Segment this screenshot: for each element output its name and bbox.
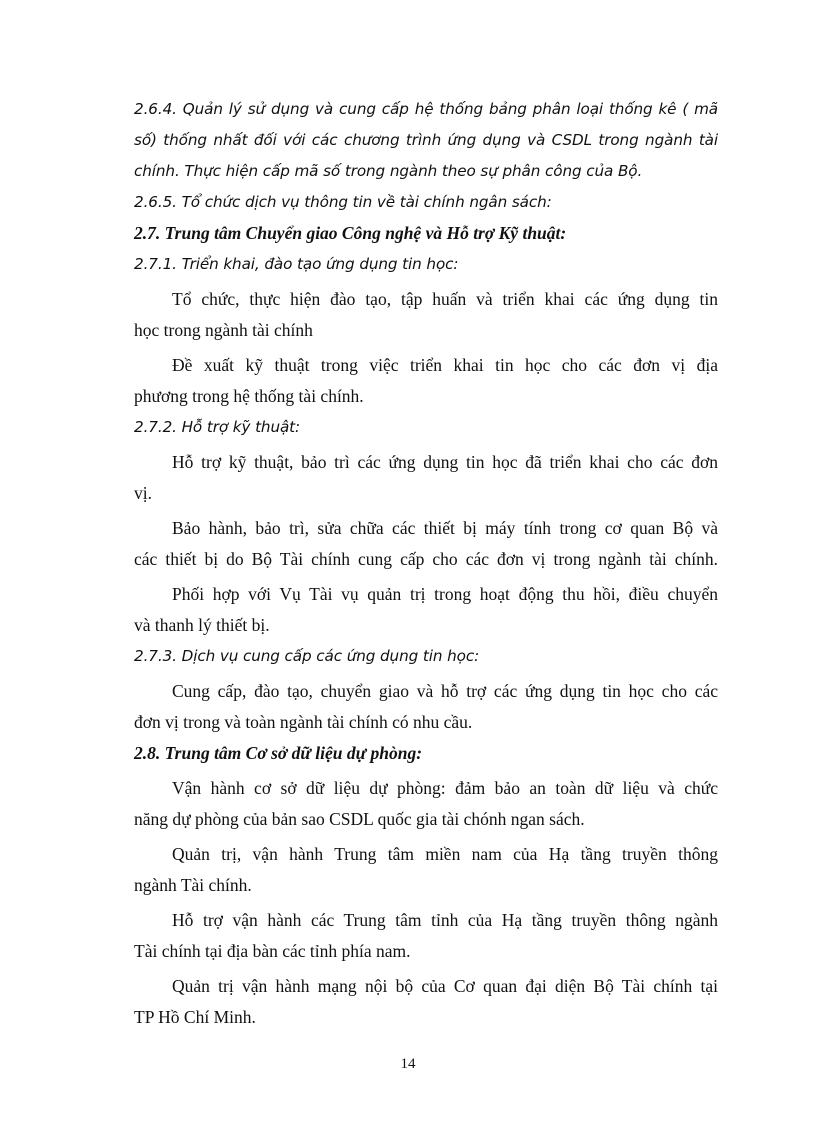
paragraph-proposal-line-2: phương trong hệ thống tài chính. [134,386,364,406]
paragraph-training-line-1: Tổ chức, thực hiện đào tạo, tập huấn và triển khai các ứng dụng tin [172,289,718,309]
section-2-7-heading: 2.7. Trung tâm Chuyển giao Công nghệ và Hỗ trợ Kỹ thuật: [134,223,567,243]
paragraph-training-line-2: học trong ngành tài chính [134,320,313,340]
paragraph-south-center-line-2: ngành Tài chính. [134,875,252,895]
section-2-8-heading: 2.8. Trung tâm Cơ sở dữ liệu dự phòng: [134,743,423,763]
paragraph-provincial-line-2: Tài chính tại địa bàn các tỉnh phía nam. [134,941,411,961]
section-2-7-3-heading: 2.7.3. Dịch vụ cung cấp các ứng dụng tin học: [134,647,480,665]
section-2-6-4-line-2: số) thống nhất đối với các chương trình ứng dụng và CSDL trong ngành tài [134,131,718,149]
paragraph-coordination-line-1: Phối hợp với Vụ Tài vụ quản trị trong hoạt động thu hồi, điều chuyển [172,584,718,604]
paragraph-support-line-1: Hỗ trợ kỹ thuật, bảo trì các ứng dụng tin học đã triển khai cho các đơn [172,452,718,472]
paragraph-proposal-line-1: Đề xuất kỹ thuật trong việc triển khai tin học cho các đơn vị địa [172,355,718,375]
section-2-7-2-heading: 2.7.2. Hỗ trợ kỹ thuật: [134,418,301,436]
paragraph-coordination-line-2: và thanh lý thiết bị. [134,615,270,635]
section-2-6-4-line-3: chính. Thực hiện cấp mã số trong ngành theo sự phân công của Bộ. [134,162,643,180]
paragraph-backup-line-2: năng dự phòng của bản sao CSDL quốc gia tài chónh ngan sách. [134,809,585,829]
section-2-7-1-heading: 2.7.1. Triển khai, đào tạo ứng dụng tin học: [134,255,459,273]
section-2-6-5-heading: 2.6.5. Tổ chức dịch vụ thông tin về tài chính ngân sách: [134,193,552,211]
paragraph-applications-line-2: đơn vị trong và toàn ngành tài chính có nhu cầu. [134,712,473,732]
page-number: 14 [400,1056,416,1072]
paragraph-south-center-line-1: Quản trị, vận hành Trung tâm miền nam của Hạ tầng truyền thông [172,844,718,864]
document-page [134,94,718,1033]
paragraph-warranty-line-2: các thiết bị do Bộ Tài chính cung cấp cho các đơn vị trong ngành tài chính. [134,549,718,569]
paragraph-network-line-1: Quản trị vận hành mạng nội bộ của Cơ quan đại diện Bộ Tài chính tại [172,976,718,996]
paragraph-provincial-line-1: Hỗ trợ vận hành các Trung tâm tỉnh của Hạ tầng truyền thông ngành [172,910,718,930]
paragraph-applications-line-1: Cung cấp, đào tạo, chuyển giao và hỗ trợ các ứng dụng tin học cho các [172,681,718,701]
paragraph-support-line-2: vị. [134,483,152,503]
paragraph-warranty-line-1: Bảo hành, bảo trì, sửa chữa các thiết bị máy tính trong cơ quan Bộ và [172,518,718,538]
paragraph-backup-line-1: Vận hành cơ sở dữ liệu dự phòng: đảm bảo an toàn dữ liệu và chức [172,778,718,798]
section-2-6-4-line-1: 2.6.4. Quản lý sử dụng và cung cấp hệ thống bảng phân loại thống kê ( mã [134,100,718,118]
paragraph-network-line-2: TP Hồ Chí Minh. [134,1007,256,1027]
